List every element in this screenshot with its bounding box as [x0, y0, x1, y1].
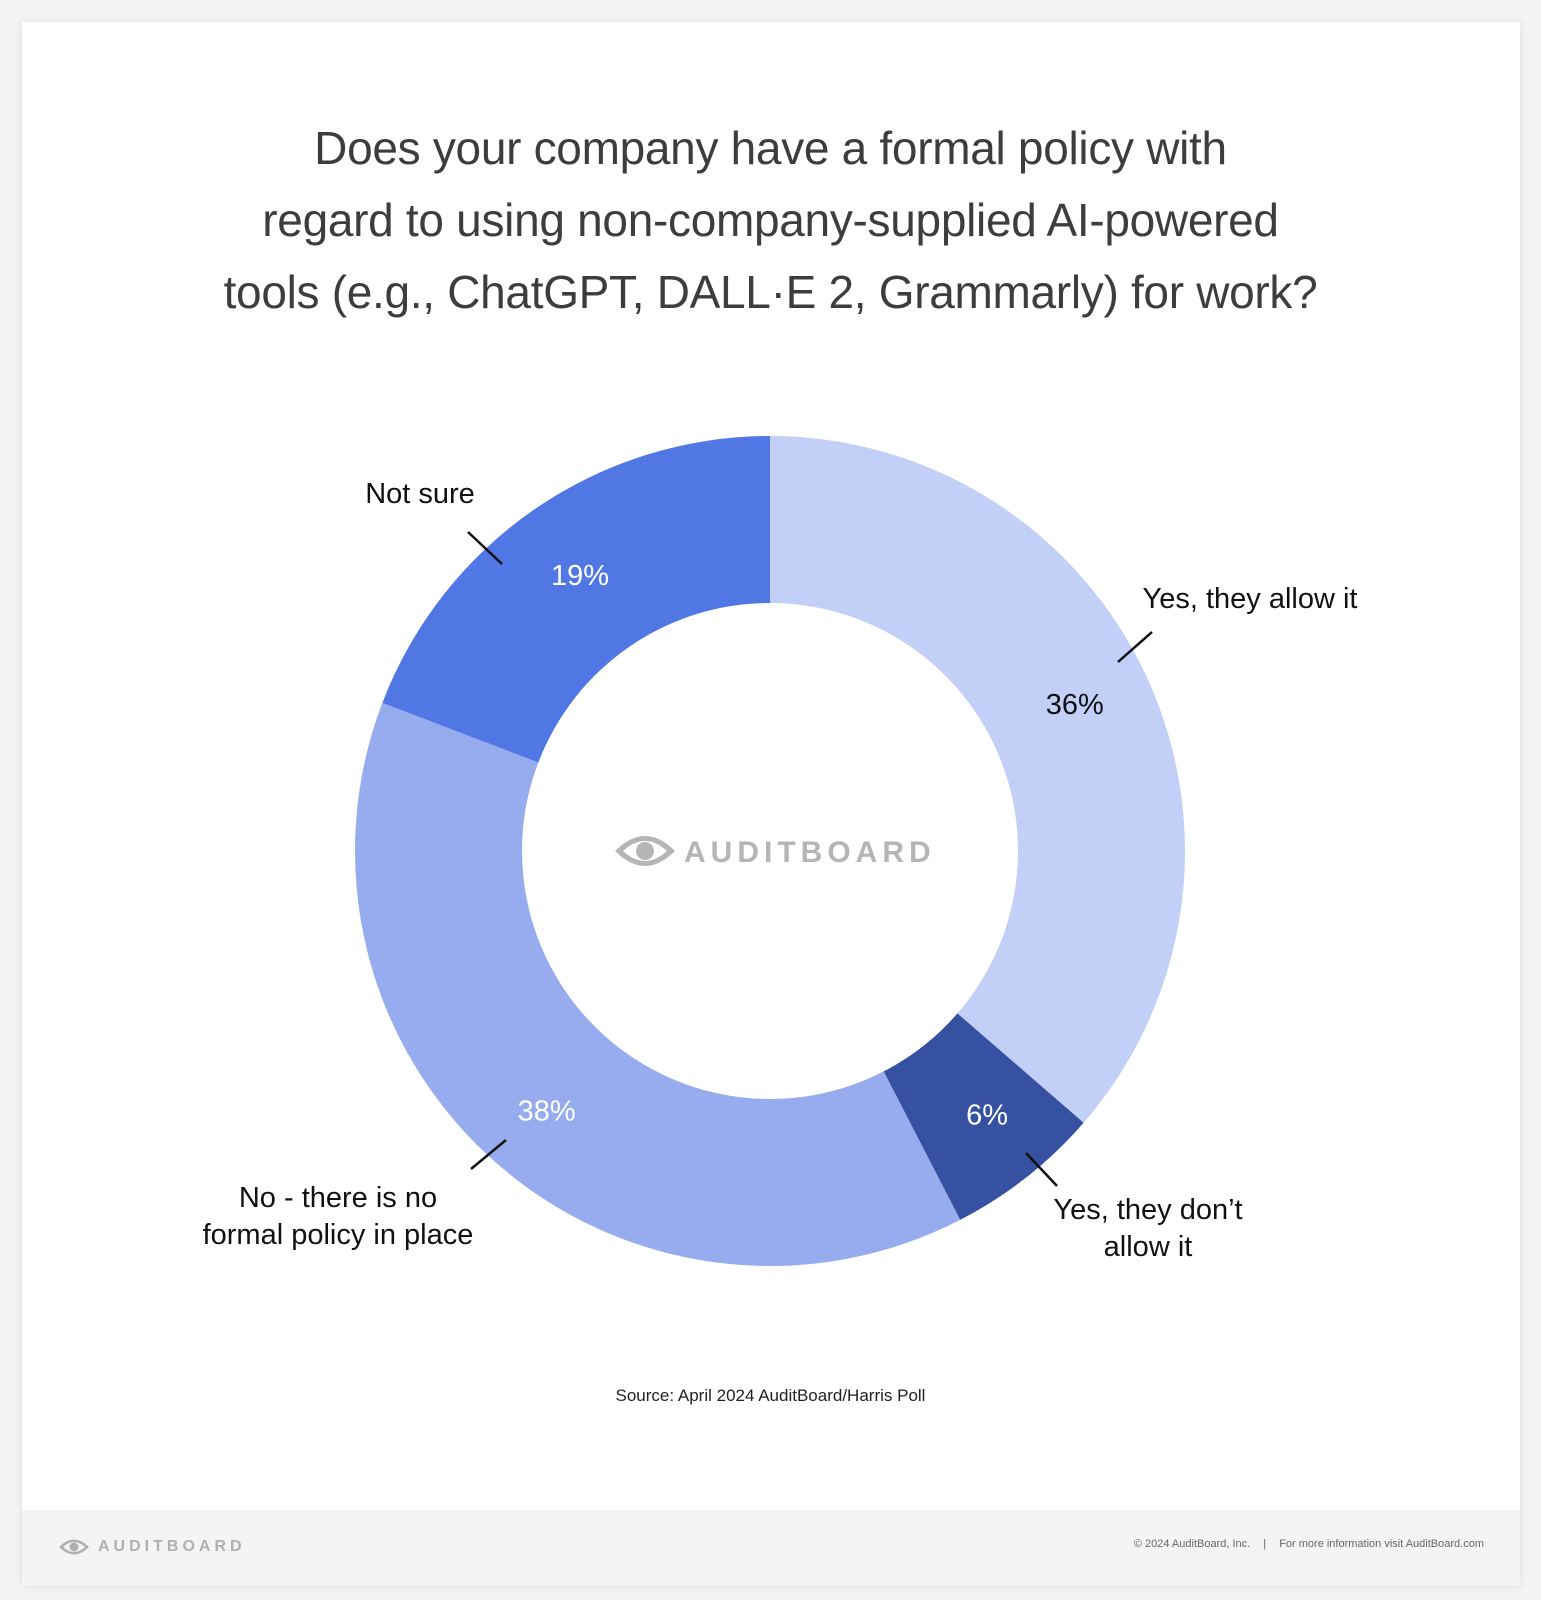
- footer-brand-text: AUDITBOARD: [98, 1538, 246, 1555]
- center-brand-text: AUDITBOARD: [684, 836, 936, 869]
- slice-category-label: [1053, 1194, 1242, 1263]
- donut-slice: [355, 703, 960, 1266]
- footer-brand: [58, 1532, 246, 1562]
- slice-category-label: [1143, 583, 1358, 615]
- footer-info-link[interactable]: For more information visit AuditBoard.com: [1279, 1538, 1484, 1550]
- slice-category-label-line: formal policy in place: [202, 1219, 474, 1251]
- slice-category-label-line: No - there is no: [238, 1182, 438, 1214]
- chart-title-line: Does your company have a formal policy with: [314, 122, 1227, 174]
- chart-title-line: regard to using non-company-supplied AI-powered: [262, 194, 1279, 246]
- source-note: Source: April 2024 AuditBoard/Harris Poll: [615, 1386, 926, 1405]
- slice-category-label-line: allow it: [1103, 1231, 1193, 1263]
- center-logo: [615, 836, 936, 869]
- slice-category-label: [203, 1182, 474, 1251]
- footer: [22, 1510, 1520, 1586]
- slice-value-label: 6%: [966, 1099, 1009, 1132]
- auditboard-logo-icon: [615, 836, 675, 866]
- slice-value-label: 19%: [551, 560, 610, 593]
- slice-category-label-line: Yes, they allow it: [1142, 583, 1358, 615]
- footer-separator: |: [1263, 1538, 1267, 1550]
- footer-copyright: © 2024 AuditBoard, Inc.: [1133, 1538, 1251, 1550]
- donut-slice: [770, 436, 1185, 1123]
- slice-category-label-line: Not sure: [365, 478, 475, 510]
- slice-category-label-line: Yes, they don’t: [1053, 1194, 1243, 1226]
- slice-value-label: 38%: [517, 1095, 576, 1128]
- chart-title-line: tools (e.g., ChatGPT, DALL·E 2, Grammarly) for work?: [223, 266, 1318, 318]
- slice-category-label: [365, 478, 475, 510]
- auditboard-footer-logo-icon: [58, 1535, 90, 1559]
- footer-info: [1134, 1538, 1484, 1550]
- slice-value-label: 36%: [1045, 688, 1104, 721]
